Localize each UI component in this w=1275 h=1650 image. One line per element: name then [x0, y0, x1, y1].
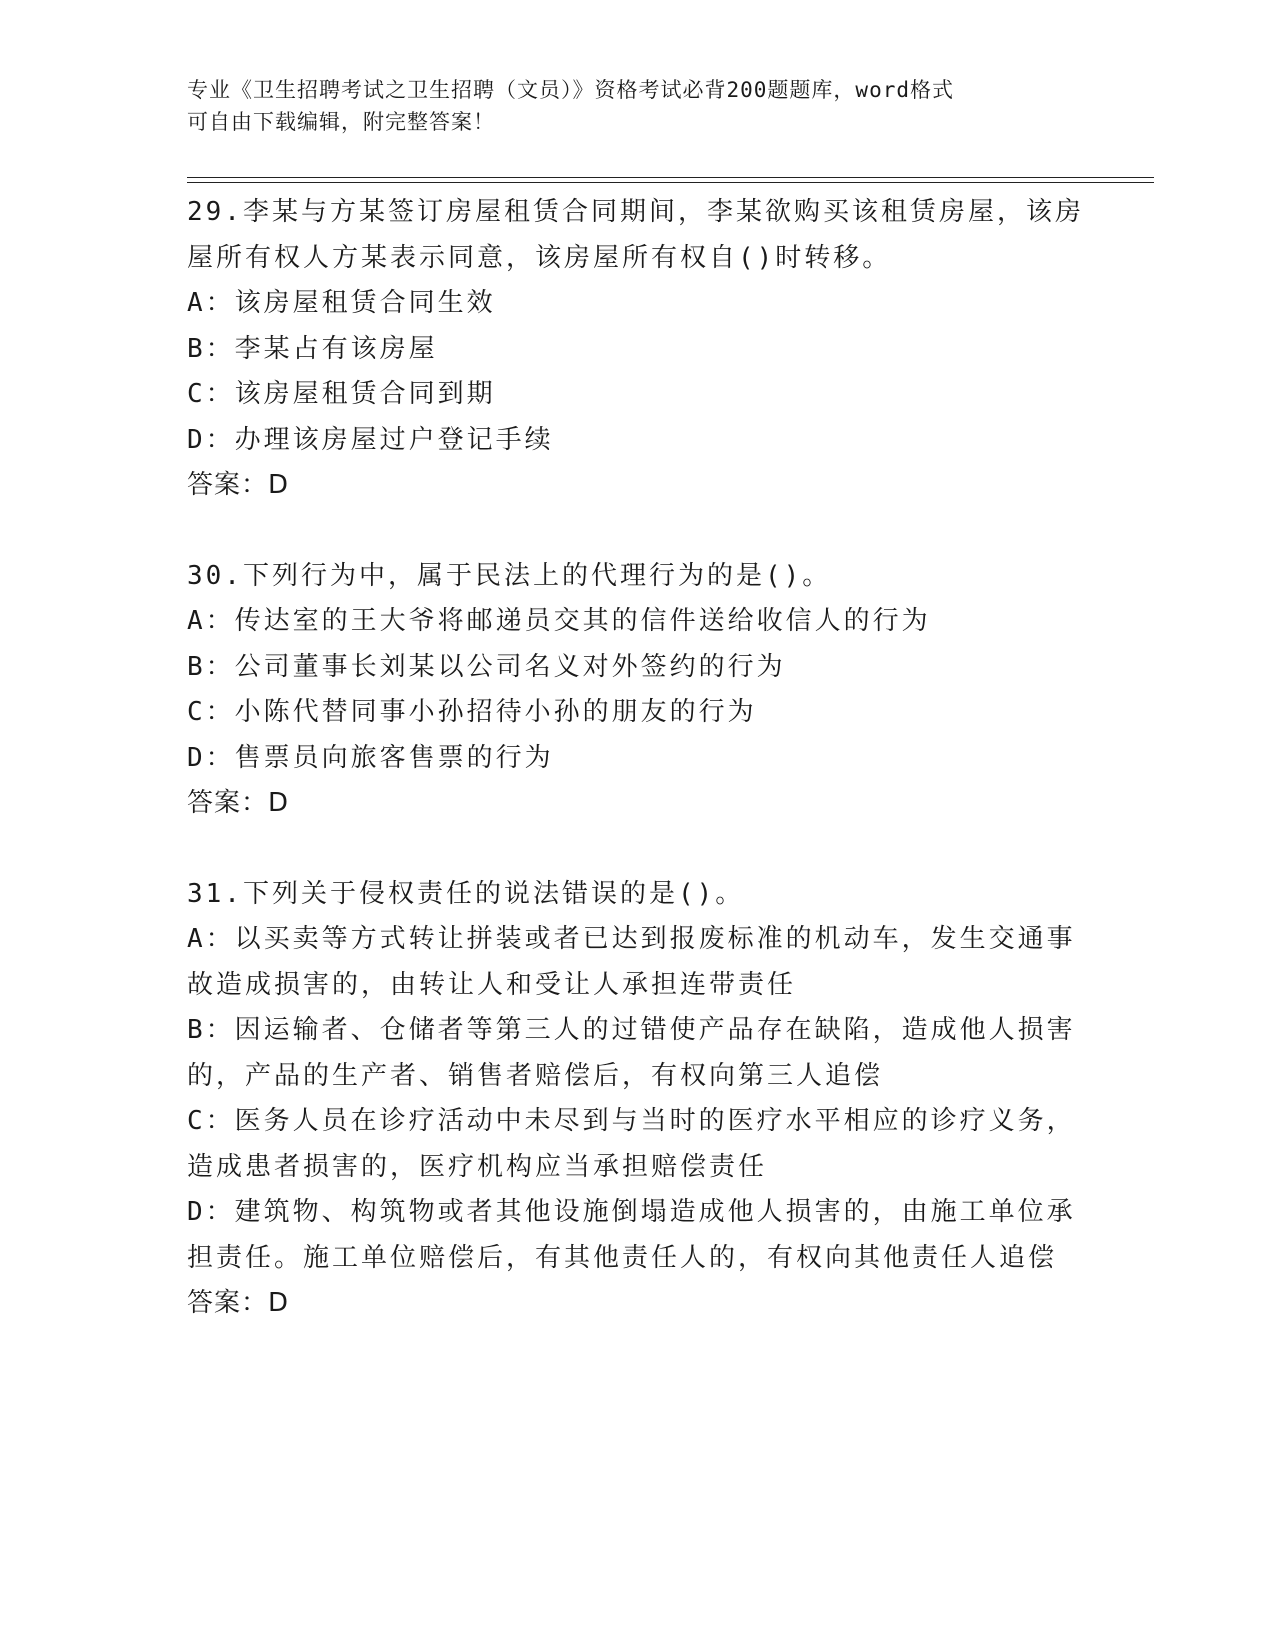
- option-c: C：该房屋租赁合同到期: [187, 379, 496, 409]
- option-b: B：李某占有该房屋: [187, 333, 438, 364]
- header-title-line-1: 专业《卫生招聘考试之卫生招聘（文员）》资格考试必背200题题库，word格式: [187, 78, 954, 102]
- option-b: B：公司董事长刘某以公司名义对外签约的行为: [187, 651, 786, 682]
- option-a: A：传达室的王大爷将邮递员交其的信件送给收信人的行为: [187, 606, 931, 636]
- option-c: C：医务人员在诊疗活动中未尽到与当时的医疗水平相应的诊疗义务，造成患者损害的，医疗机构应当承担赔偿责任: [187, 1106, 1076, 1182]
- header-title-line-2: 可自由下载编辑，附完整答案！: [187, 110, 495, 134]
- option-d: D：办理该房屋过户登记手续: [187, 424, 554, 455]
- document-header: [187, 74, 1067, 138]
- question-stem: 29.李某与方某签订房屋租赁合同期间，李某欲购买该租赁房屋，该房屋所有权人方某表示同意，该房屋所有权自()时转移。: [187, 197, 1084, 273]
- question-31: [187, 872, 1087, 1327]
- answer-line: 答案：D: [187, 788, 290, 818]
- option-d: D：售票员向旅客售票的行为: [187, 742, 554, 773]
- answer-line: 答案：D: [187, 1288, 290, 1318]
- option-d: D：建筑物、构筑物或者其他设施倒塌造成他人损害的，由施工单位承担责任。施工单位赔偿后，有其他责任人的，有权向其他责任人追偿: [187, 1197, 1076, 1273]
- header-divider-top: [187, 177, 1154, 178]
- question-stem: 30.下列行为中，属于民法上的代理行为的是()。: [187, 560, 832, 591]
- answer-line: 答案：D: [187, 470, 290, 500]
- question-list: [187, 190, 1087, 1372]
- option-b: B：因运输者、仓储者等第三人的过错使产品存在缺陷，造成他人损害的，产品的生产者、销售者赔偿后，有权向第三人追偿: [187, 1015, 1076, 1091]
- question-29: [187, 190, 1087, 509]
- option-a: A：以买卖等方式转让拼装或者已达到报废标准的机动车，发生交通事故造成损害的，由转让人和受让人承担连带责任: [187, 924, 1076, 1000]
- header-divider-bottom: [187, 182, 1154, 183]
- question-30: [187, 554, 1087, 827]
- option-c: C：小陈代替同事小孙招待小孙的朋友的行为: [187, 697, 757, 727]
- question-stem: 31.下列关于侵权责任的说法错误的是()。: [187, 878, 745, 909]
- option-a: A：该房屋租赁合同生效: [187, 288, 496, 318]
